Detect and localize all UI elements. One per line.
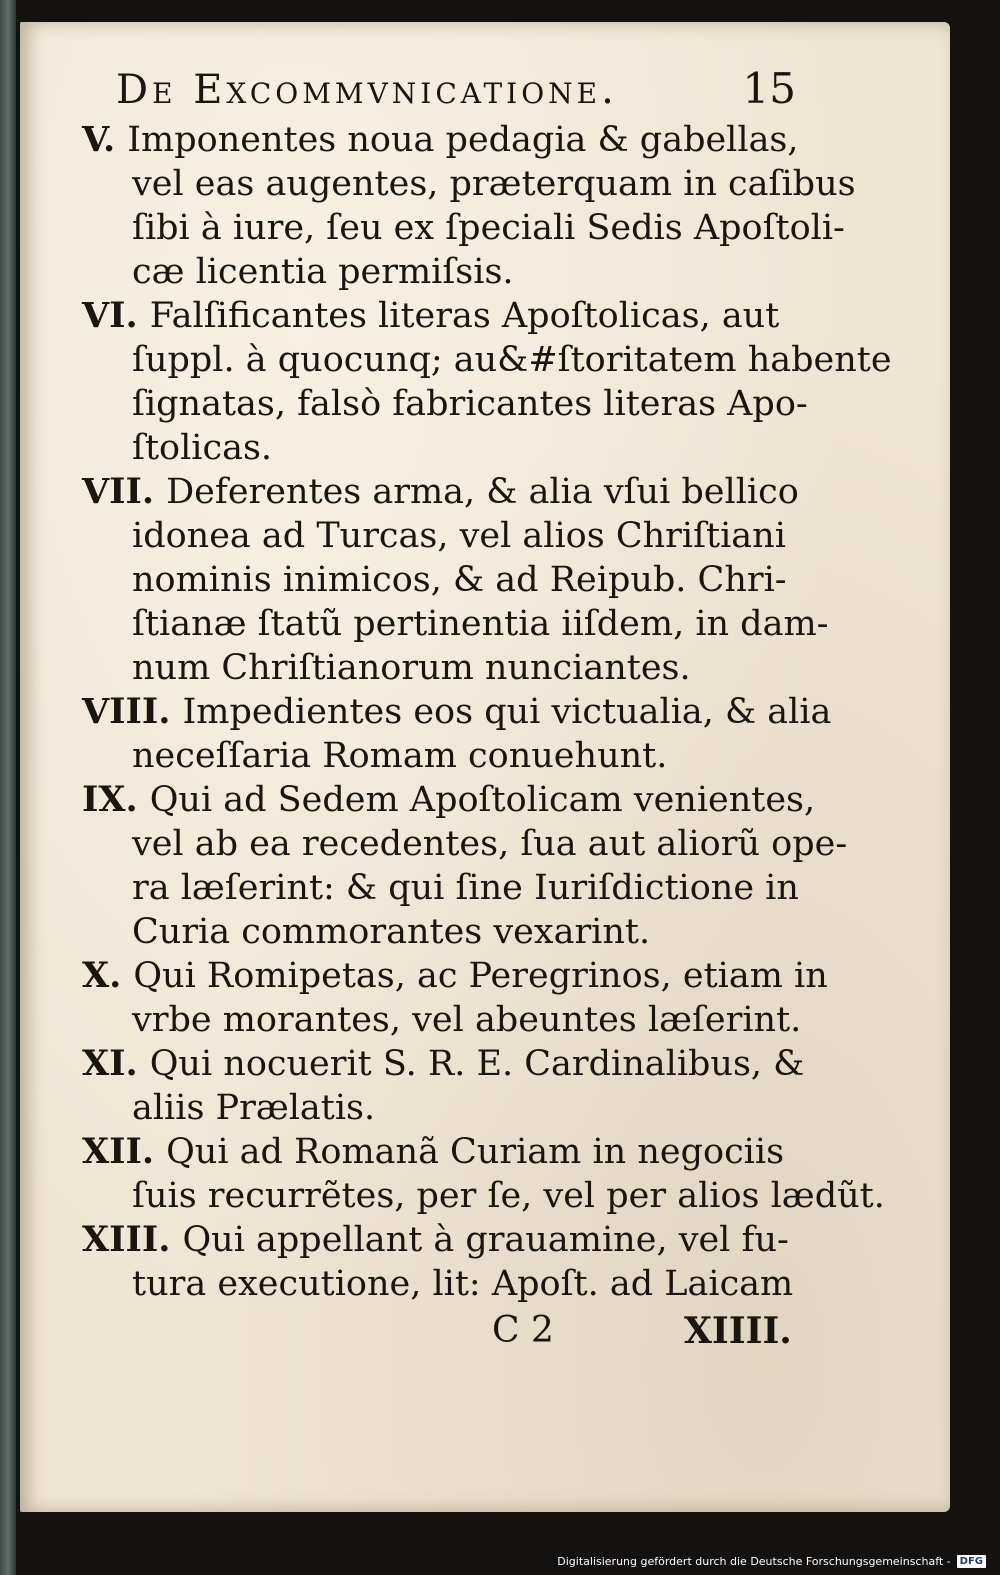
article-line (82, 778, 816, 822)
article-line (82, 1174, 885, 1218)
article-line (82, 294, 802, 338)
article-text: Imponentes noua pedagia & gabellas, (127, 120, 799, 160)
article-line (82, 206, 845, 250)
article-text: num Chriſtianorum nunciantes. (132, 648, 691, 688)
article-5 (82, 778, 848, 954)
article-numeral: XII. (82, 1131, 155, 1172)
article-text: Falſificantes literas Apoſtolicas, aut (149, 296, 780, 336)
article-line (82, 382, 808, 426)
article-text: Curia commorantes vexarint. (132, 912, 651, 952)
article-7 (82, 1042, 805, 1130)
catchword: XIIII. (684, 1310, 792, 1352)
article-line (82, 250, 802, 294)
article-numeral: VII. (82, 471, 155, 512)
article-numeral: XI. (82, 1043, 138, 1084)
article-line (82, 734, 802, 778)
article-6 (82, 954, 828, 1042)
article-text: ſtolicas. (132, 428, 273, 468)
article-line (82, 338, 892, 382)
article-line (82, 558, 802, 602)
article-line (82, 998, 802, 1042)
digitization-note: Digitalisierung gefördert durch die Deutsche Forschungsgemeinschaft - (557, 1555, 951, 1568)
article-line (82, 910, 802, 954)
article-line (82, 1218, 802, 1262)
article-text: Qui Romipetas, ac Peregrinos, etiam in (133, 956, 828, 996)
article-text: Qui nocuerit S. R. E. Cardinalibus, & (149, 1044, 805, 1084)
article-line (82, 1130, 802, 1174)
page-number: 15 (742, 64, 796, 113)
article-line (82, 118, 802, 162)
dfg-logo: DFG (957, 1555, 986, 1568)
article-line (82, 690, 832, 734)
article-text: ſuis recurrẽtes, per ſe, vel per alios lædũt. (132, 1176, 885, 1216)
article-text: ſibi à iure, ſeu ex ſpeciali Sedis Apoſtoli- (132, 208, 845, 248)
article-line (82, 602, 829, 646)
article-line (82, 470, 802, 514)
article-text: ra læſerint: & qui ſine Iuriſdictione in (132, 868, 799, 908)
article-text: ſignatas, falsò fabricantes literas Apo- (132, 384, 808, 424)
article-4 (82, 690, 832, 778)
article-line (82, 646, 802, 690)
article-line (82, 514, 802, 558)
digitization-credit (0, 1548, 1000, 1575)
article-text: nominis inimicos, & ad Reipub. Chri- (132, 560, 787, 600)
article-3 (82, 470, 829, 690)
article-text: vrbe morantes, vel abeuntes læſerint. (132, 1000, 802, 1040)
article-text: idonea ad Turcas, vel alios Chriſtiani (132, 516, 786, 556)
article-line (82, 1086, 802, 1130)
article-numeral: X. (82, 955, 122, 996)
article-numeral: VIII. (82, 691, 171, 732)
article-text: Deferentes arma, & alia vſui bellico (166, 472, 799, 512)
article-numeral: XIII. (82, 1219, 171, 1260)
running-title: De Excommvnicatione. (116, 67, 618, 113)
article-numeral: V. (82, 119, 116, 160)
article-line (82, 954, 828, 998)
article-text: vel ab ea recedentes, ſua aut aliorũ ope- (132, 824, 848, 864)
article-text: ſuppl. à quocunq; au&#ſtoritatem habente (132, 340, 892, 380)
article-line (82, 822, 848, 866)
article-text: neceſſaria Romam conuehunt. (132, 736, 668, 776)
article-text: Qui ad Romanã Curiam in negociis (166, 1132, 785, 1172)
article-text: cæ licentia permiſsis. (132, 252, 514, 292)
signature-mark: C 2 (492, 1310, 554, 1351)
article-2 (82, 294, 892, 470)
text-block (82, 118, 892, 1306)
article-numeral: VI. (82, 295, 138, 336)
article-line (82, 1042, 805, 1086)
article-text: ſtianæ ſtatũ pertinentia iiſdem, in dam- (132, 604, 829, 644)
article-text: tura executione, lit: Apoſt. ad Laicam (132, 1264, 794, 1304)
article-1 (82, 118, 856, 294)
article-text: Qui appellant à grauamine, vel fu- (182, 1220, 789, 1260)
article-line (82, 162, 856, 206)
article-numeral: IX. (82, 779, 138, 820)
article-9 (82, 1218, 802, 1306)
article-8 (82, 1130, 885, 1218)
article-text: aliis Prælatis. (132, 1088, 376, 1128)
article-line (82, 426, 802, 470)
article-line (82, 1262, 802, 1306)
running-head (116, 64, 796, 120)
page-footer (0, 1310, 1000, 1360)
article-text: Qui ad Sedem Apoſtolicam venientes, (149, 780, 816, 820)
article-text: Impedientes eos qui victualia, & alia (182, 692, 832, 732)
article-line (82, 866, 802, 910)
article-text: vel eas augentes, præterquam in caſibus (132, 164, 856, 204)
